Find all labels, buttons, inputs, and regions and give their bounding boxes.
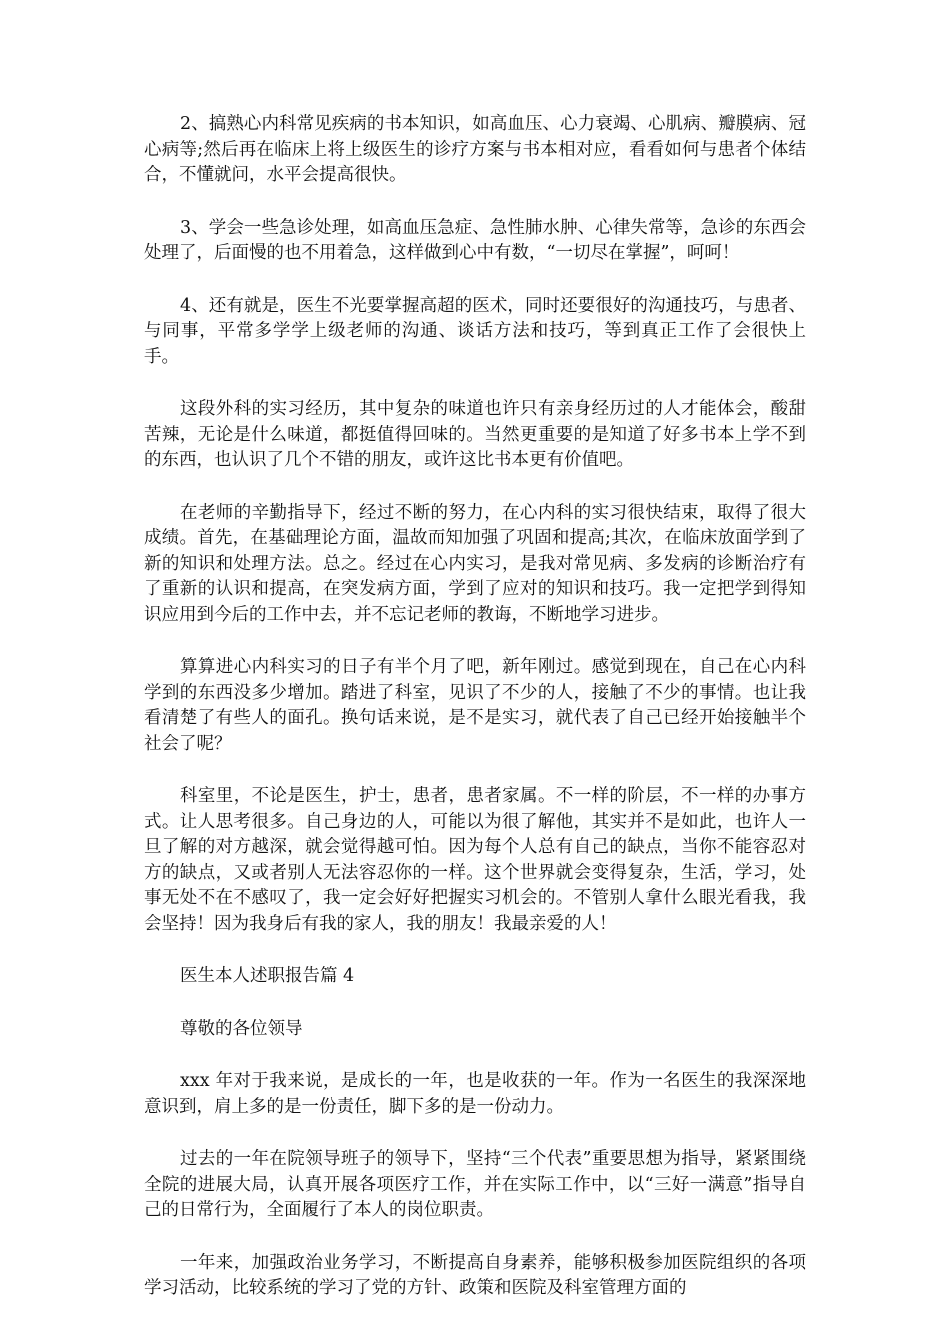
report-paragraph-study: 一年来，加强政治业务学习，不断提高自身素养，能够积极参加医院组织的各项学习活动，比较系统的学习了党的方针、政策和医院及科室管理方面的 [144, 1252, 806, 1298]
paragraph-surgery-experience: 这段外科的实习经历，其中复杂的味道也许只有亲身经历过的人才能体会，酸甜苦辣，无论是什么味道，都挺值得回味的。当然更重要的是知道了好多书本上学不到的东西，也认识了几个不错的朋友，或许这比书本更有价值吧。 [144, 399, 806, 470]
salutation: 尊敬的各位领导 [180, 1018, 303, 1039]
paragraph-point-3: 3、学会一些急诊处理，如高血压急症、急性肺水肿、心律失常等，急诊的东西会处理了，后面慢的也不用着急，这样做到心中有数，“一切尽在掌握”，呵呵！ [144, 217, 806, 263]
section-title: 医生本人述职报告篇 4 [180, 966, 355, 986]
paragraph-department-people: 科室里，不论是医生，护士，患者，患者家属。不一样的阶层，不一样的办事方式。让人思考很多。自己身边的人，可能以为很了解他，其实并不是如此，也许人一旦了解的对方越深，就会觉得越可怕。因为每个人总有自己的缺点，当你不能容忍对方的缺点，又或者别人无法容忍你的一样。这个世界就会变得复杂，生活，学习，处事无处不在不感叹了，我一定会好好把握实习机会的。不管别人拿什么眼光看我，我会坚持！因为我身后有我的家人，我的朋友！我最亲爱的人！ [144, 786, 806, 934]
paragraph-teacher-guidance: 在老师的辛勤指导下，经过不断的努力，在心内科的实习很快结束，取得了很大成绩。首先，在基础理论方面，温故而知加强了巩固和提高;其次，在临床放面学到了新的知识和处理方法。总之。经过在心内实习，是我对常见病、多发病的诊断治疗有了重新的认识和提高，在突发病方面，学到了应对的知识和技巧。我一定把学到得知识应用到今后的工作中去，并不忘记老师的教诲，不断地学习进步。 [144, 502, 806, 625]
paragraph-half-month: 算算进心内科实习的日子有半个月了吧，新年刚过。感觉到现在，自己在心内科学到的东西没多少增加。踏进了科室，见识了不少的人，接触了不少的事情。也让我看清楚了有些人的面孔。换句话来说，是不是实习，就代表了自己已经开始接触半个社会了呢？ [144, 657, 806, 754]
report-paragraph-year: xxx 年对于我来说，是成长的一年，也是收获的一年。作为一名医生的我深深地意识到，肩上多的是一份责任，脚下多的是一份动力。 [144, 1071, 806, 1117]
document-page [144, 112, 806, 1329]
report-paragraph-leadership: 过去的一年在院领导班子的领导下，坚持“三个代表”重要思想为指导，紧紧围绕全院的进展大局，认真开展各项医疗工作，并在实际工作中，以“三好一满意”指导自己的日常行为，全面履行了本人的岗位职责。 [144, 1149, 806, 1220]
paragraph-point-2: 2、搞熟心内科常见疾病的书本知识，如高血压、心力衰竭、心肌病、瓣膜病、冠心病等;然后再在临床上将上级医生的诊疗方案与书本相对应，看看如何与患者个体结合，不懂就问，水平会提高很快。 [144, 114, 806, 185]
paragraph-point-4: 4、还有就是，医生不光要掌握高超的医术，同时还要很好的沟通技巧，与患者、与同事，平常多学学上级老师的沟通、谈话方法和技巧，等到真正工作了会很快上手。 [144, 295, 806, 367]
